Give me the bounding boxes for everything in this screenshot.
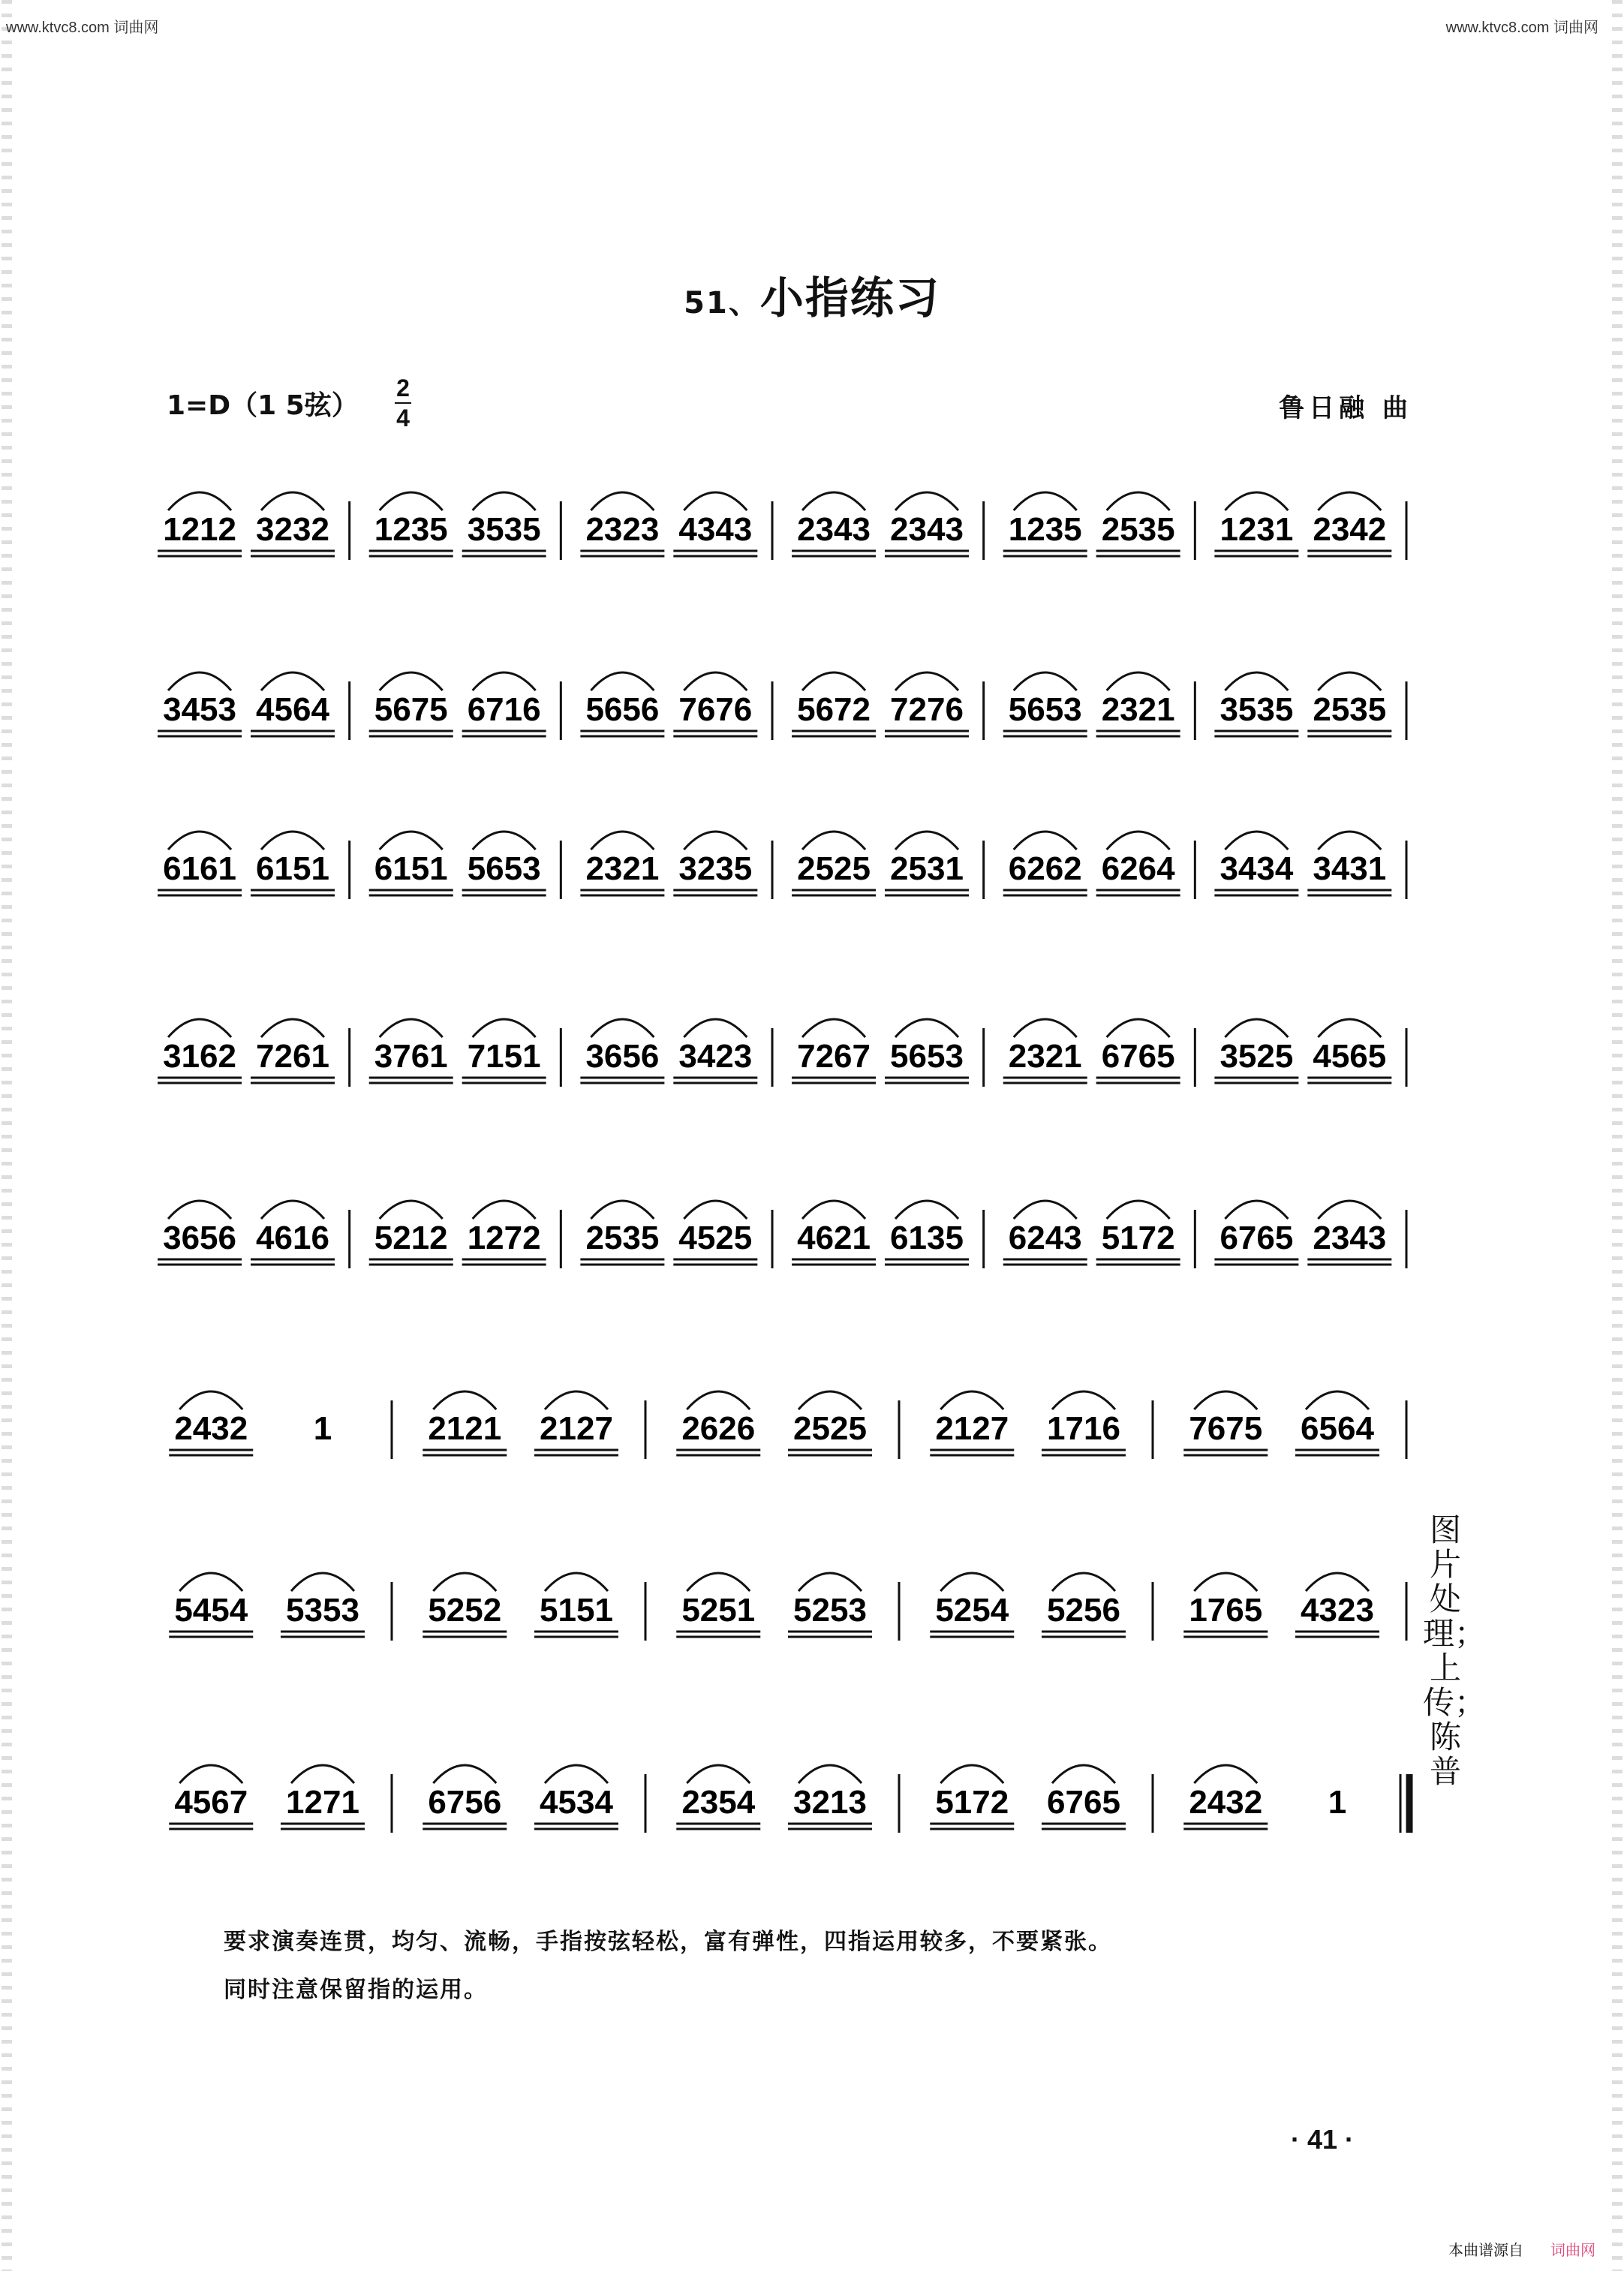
slur — [473, 672, 536, 690]
note-group: 5653 — [1008, 691, 1082, 728]
note-group: 6161 — [163, 850, 236, 887]
slur — [802, 832, 865, 850]
note-group: 1271 — [286, 1784, 359, 1821]
slur — [179, 1765, 242, 1783]
slur — [261, 672, 324, 690]
slur — [380, 1019, 443, 1037]
slur — [1225, 1019, 1288, 1037]
slur — [1318, 492, 1381, 510]
slur — [433, 1765, 496, 1783]
slur — [940, 1765, 1003, 1783]
slur — [1225, 832, 1288, 850]
slur — [168, 1019, 231, 1037]
note-group: 5675 — [374, 691, 448, 728]
note-group: 1231 — [1220, 511, 1294, 548]
note-group: 7261 — [256, 1038, 329, 1075]
slur — [261, 492, 324, 510]
title-number: 51、 — [684, 286, 760, 320]
note-group: 2626 — [681, 1410, 756, 1447]
note-group: 2343 — [1313, 1220, 1387, 1256]
note-group: 6264 — [1101, 850, 1175, 887]
slur — [1318, 672, 1381, 690]
note-group: 6564 — [1301, 1410, 1374, 1447]
note-group: 4565 — [1313, 1038, 1387, 1075]
note-group: 3213 — [793, 1784, 867, 1821]
slur — [940, 1391, 1003, 1409]
note-group: 7676 — [678, 691, 753, 728]
note-group: 1235 — [1008, 511, 1082, 548]
note-group: 2432 — [1189, 1784, 1263, 1821]
note-group: 4564 — [256, 691, 329, 728]
slur — [168, 492, 231, 510]
note-group: 2121 — [428, 1410, 502, 1447]
slur — [1014, 1019, 1077, 1037]
slur — [687, 1765, 750, 1783]
slur — [179, 1573, 242, 1591]
slur — [473, 492, 536, 510]
slur — [1194, 1391, 1257, 1409]
note-group: 2343 — [797, 511, 871, 548]
note-group: 2535 — [1101, 511, 1175, 548]
side-note: 图片处理；上传；陈普 — [1423, 1511, 1487, 1790]
slur — [179, 1391, 242, 1409]
instruction-line-2: 同时注意保留指的运用。 — [224, 1977, 488, 2003]
note-group: 7151 — [467, 1038, 541, 1075]
slur — [1052, 1573, 1115, 1591]
note-group: 5653 — [467, 850, 541, 887]
note-group: 3423 — [678, 1038, 753, 1075]
slur — [1107, 1019, 1170, 1037]
slur — [168, 1201, 231, 1219]
slur — [1014, 672, 1077, 690]
slur — [802, 672, 865, 690]
slur — [1318, 832, 1381, 850]
note-group: 3235 — [678, 850, 753, 887]
slur — [798, 1391, 862, 1409]
note-group: 4616 — [256, 1220, 329, 1256]
slur — [545, 1765, 608, 1783]
slur — [433, 1391, 496, 1409]
note-group: 7675 — [1189, 1410, 1263, 1447]
note-group: 2321 — [585, 850, 660, 887]
note-group: 6765 — [1220, 1220, 1294, 1256]
slur — [433, 1573, 496, 1591]
composer: 鲁日融 曲 — [1279, 393, 1412, 423]
note-group: 1 — [313, 1410, 332, 1447]
slur — [291, 1765, 354, 1783]
note-group: 2525 — [797, 850, 871, 887]
slur — [380, 492, 443, 510]
note-group: 2531 — [890, 850, 964, 887]
note-group: 2343 — [890, 511, 964, 548]
slur — [1306, 1573, 1369, 1591]
time-signature-bottom: 4 — [396, 405, 410, 432]
slur — [380, 1201, 443, 1219]
slur — [1014, 832, 1077, 850]
slur — [802, 1201, 865, 1219]
instruction-line-1: 要求演奏连贯，均匀、流畅，手指按弦轻松，富有弹性，四指运用较多，不要紧张。 — [224, 1929, 1112, 1955]
page-number: · 41 · — [1291, 2124, 1355, 2155]
note-group: 5454 — [174, 1592, 248, 1629]
slur — [1194, 1573, 1257, 1591]
note-group: 6135 — [890, 1220, 964, 1256]
note-group: 4323 — [1301, 1592, 1374, 1629]
slur — [895, 492, 958, 510]
slur — [798, 1765, 862, 1783]
note-group: 5653 — [890, 1038, 964, 1075]
slur — [1194, 1765, 1257, 1783]
note-group: 6765 — [1101, 1038, 1175, 1075]
note-group: 4525 — [678, 1220, 753, 1256]
note-group: 5656 — [585, 691, 660, 728]
slur — [545, 1573, 608, 1591]
note-group: 2127 — [935, 1410, 1009, 1447]
slur — [684, 492, 747, 510]
note-group: 1235 — [374, 511, 448, 548]
note-group: 5256 — [1047, 1592, 1120, 1629]
slur — [687, 1573, 750, 1591]
slur — [1318, 1201, 1381, 1219]
time-signature-top: 2 — [396, 374, 410, 402]
note-group: 7276 — [890, 691, 964, 728]
slur — [473, 1019, 536, 1037]
slur — [895, 1201, 958, 1219]
note-group: 3162 — [163, 1038, 236, 1075]
note-group: 4567 — [174, 1784, 248, 1821]
slur — [1107, 672, 1170, 690]
note-group: 2535 — [585, 1220, 660, 1256]
slur — [591, 672, 654, 690]
note-group: 5251 — [681, 1592, 756, 1629]
note-group: 1716 — [1047, 1410, 1120, 1447]
slur — [940, 1573, 1003, 1591]
note-group: 3656 — [585, 1038, 660, 1075]
slur — [895, 672, 958, 690]
note-group: 5212 — [374, 1220, 448, 1256]
note-group: 2525 — [793, 1410, 867, 1447]
note-group: 2127 — [540, 1410, 613, 1447]
slur — [591, 1019, 654, 1037]
note-group: 1212 — [163, 511, 236, 548]
note-group: 5253 — [793, 1592, 867, 1629]
footer-source: 本曲谱源自 — [1448, 2242, 1523, 2259]
slur — [168, 672, 231, 690]
slur — [684, 1019, 747, 1037]
note-group: 6151 — [374, 850, 448, 887]
note-group: 6262 — [1008, 850, 1082, 887]
note-group: 4621 — [797, 1220, 871, 1256]
note-group: 7267 — [797, 1038, 871, 1075]
slur — [473, 1201, 536, 1219]
note-group: 3535 — [467, 511, 541, 548]
slur — [1014, 1201, 1077, 1219]
slur — [802, 1019, 865, 1037]
note-group: 6243 — [1008, 1220, 1082, 1256]
slur — [1306, 1391, 1369, 1409]
title-text: 小指练习 — [759, 272, 940, 323]
slur — [168, 832, 231, 850]
slur — [591, 492, 654, 510]
note-group: 3434 — [1220, 850, 1294, 887]
slur — [684, 832, 747, 850]
slur — [802, 492, 865, 510]
note-group: 2321 — [1008, 1038, 1082, 1075]
slur — [798, 1573, 862, 1591]
slur — [1318, 1019, 1381, 1037]
slur — [1014, 492, 1077, 510]
note-group: 6765 — [1047, 1784, 1120, 1821]
note-group: 1 — [1328, 1784, 1347, 1821]
slur — [1225, 492, 1288, 510]
slur — [380, 832, 443, 850]
slur — [380, 672, 443, 690]
note-group: 2535 — [1313, 691, 1387, 728]
note-group: 3535 — [1220, 691, 1294, 728]
note-group: 1272 — [467, 1220, 541, 1256]
note-group: 3761 — [374, 1038, 448, 1075]
slur — [591, 832, 654, 850]
watermark-right: www.ktvc8.com 词曲网 — [1445, 20, 1598, 36]
note-group: 2354 — [681, 1784, 756, 1821]
footer-site: 词曲网 — [1550, 2242, 1595, 2259]
note-group: 3232 — [256, 511, 329, 548]
slur — [895, 1019, 958, 1037]
note-group: 6716 — [467, 691, 541, 728]
slur — [545, 1391, 608, 1409]
slur — [1052, 1391, 1115, 1409]
note-group: 5172 — [1101, 1220, 1175, 1256]
note-group: 2321 — [1101, 691, 1175, 728]
note-group: 5172 — [935, 1784, 1009, 1821]
note-group: 2342 — [1313, 511, 1387, 548]
note-group: 5252 — [428, 1592, 502, 1629]
watermark-left: www.ktvc8.com 词曲网 — [6, 20, 159, 36]
slur — [261, 1019, 324, 1037]
note-group: 6151 — [256, 850, 329, 887]
slur — [1052, 1765, 1115, 1783]
slur — [291, 1573, 354, 1591]
slur — [261, 832, 324, 850]
note-group: 3453 — [163, 691, 236, 728]
note-group: 5254 — [935, 1592, 1009, 1629]
slur — [1107, 1201, 1170, 1219]
note-group: 3525 — [1220, 1038, 1294, 1075]
slur — [684, 672, 747, 690]
note-group: 6756 — [428, 1784, 502, 1821]
slur — [1107, 492, 1170, 510]
slur — [261, 1201, 324, 1219]
note-group: 4534 — [540, 1784, 613, 1821]
slur — [895, 832, 958, 850]
note-group: 1765 — [1189, 1592, 1263, 1629]
note-group: 4343 — [678, 511, 753, 548]
note-group: 5151 — [540, 1592, 613, 1629]
slur — [1107, 832, 1170, 850]
note-group: 5672 — [797, 691, 871, 728]
slur — [684, 1201, 747, 1219]
slur — [687, 1391, 750, 1409]
slur — [591, 1201, 654, 1219]
note-group: 5353 — [286, 1592, 359, 1629]
note-group: 3431 — [1313, 850, 1387, 887]
slur — [1225, 672, 1288, 690]
note-group: 2323 — [585, 511, 660, 548]
key-signature: 1=D（1 5弦） — [167, 390, 359, 421]
slur — [473, 832, 536, 850]
slur — [1225, 1201, 1288, 1219]
note-group: 2432 — [174, 1410, 248, 1447]
note-group: 3656 — [163, 1220, 236, 1256]
